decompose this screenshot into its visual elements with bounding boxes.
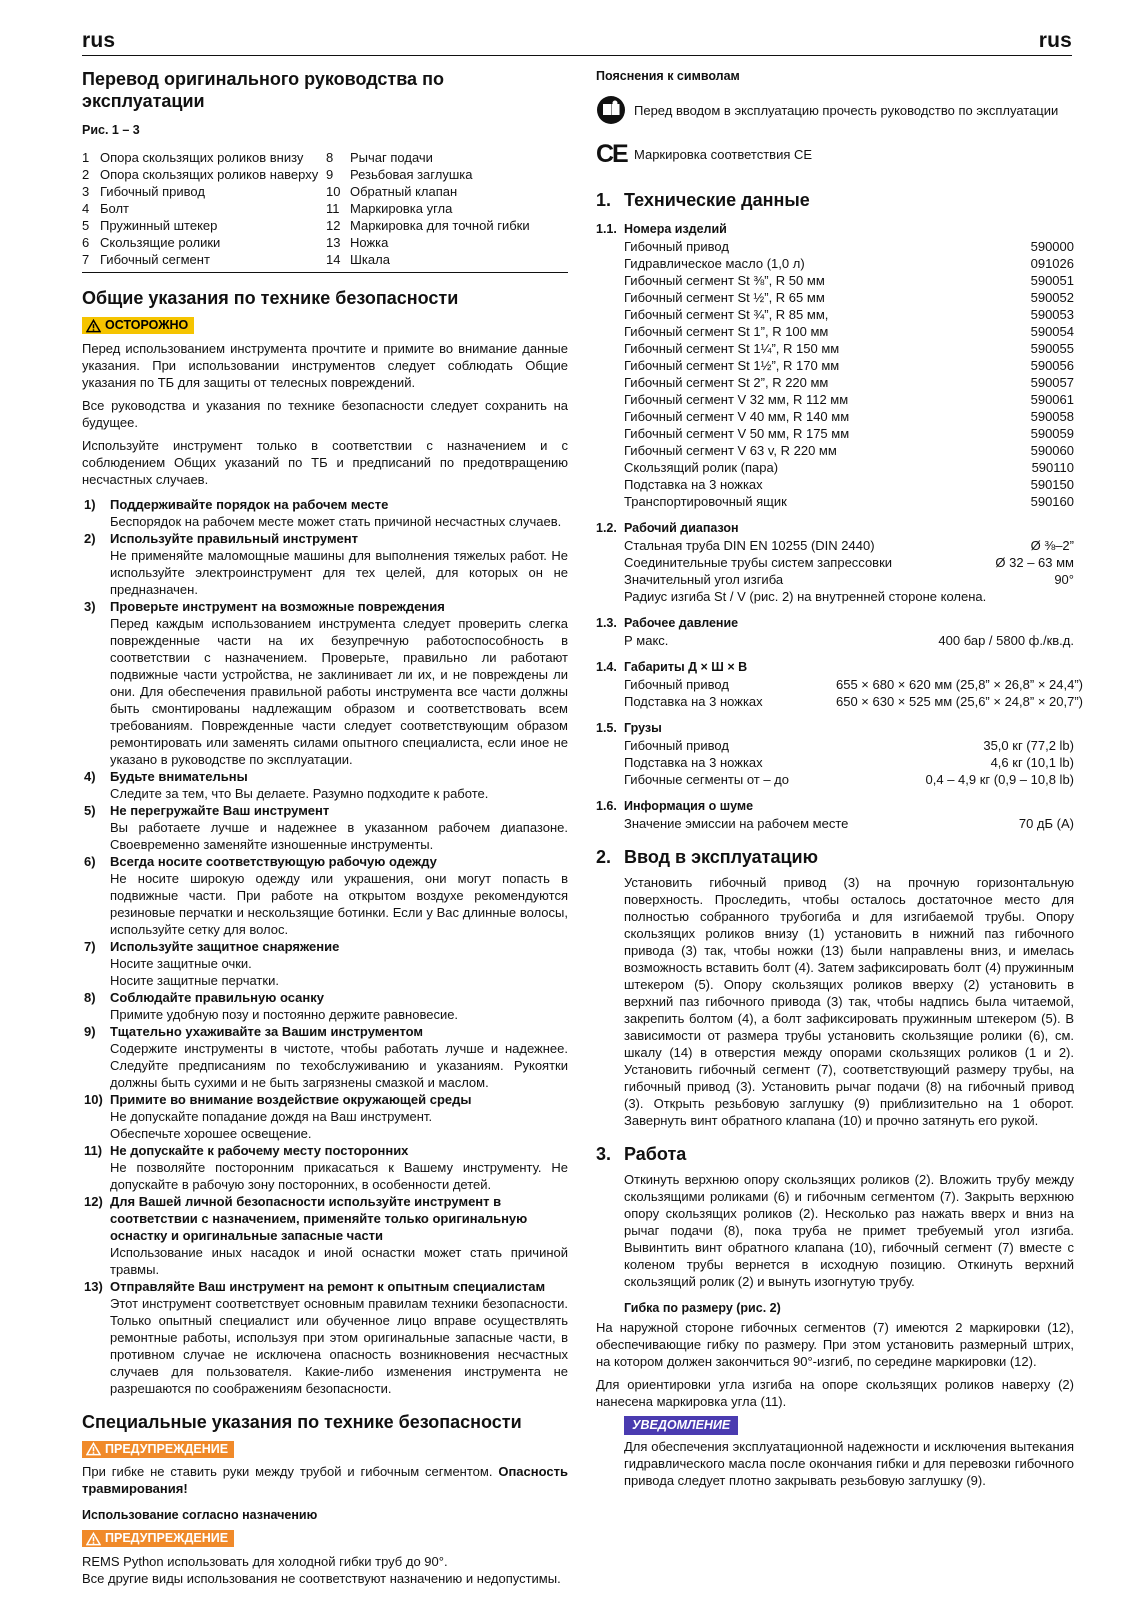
safety-item-content: [110, 989, 568, 1023]
precise-title: Гибка по размеру (рис. 2): [624, 1301, 781, 1315]
article-row: [596, 357, 1074, 374]
safety-item: [82, 496, 568, 530]
legend-text: Резьбовая заглушка: [350, 167, 473, 182]
safety-item-body: Перед каждым использованием инструмента следует проверить слегка поврежденные части на их безупречную работоспособность в соответствии с назначением. Проверьте, правильно ли работают подвижные части устройства, не заклинивает ли их, и не повреждены ли они. Для обеспечения правильной работы инструмента все части должны быть смонтированы надлежащим образом и соответствовать всем требованиям. Поврежденные части следует соответствующим образом ремонтировать или заменять силами опытного специалиста, если иное не указано в руководстве по эксплуатации.: [110, 615, 568, 767]
safety-item-body: Не применяйте маломощные машины для выполнения тяжелых работ. Не используйте электроинструмент для тех целей, для которых он не предназначен.: [110, 547, 568, 597]
article-row: [596, 272, 1074, 289]
noise-value: 70 дБ (A): [1018, 816, 1074, 831]
safety-item-title: Примите во внимание воздействие окружающей среды: [110, 1091, 472, 1107]
right-column: [596, 62, 1083, 1489]
safety-item-content: [110, 530, 568, 598]
legend-num: 4: [82, 201, 90, 216]
safety-item-title: Проверьте инструмент на возможные повреждения: [110, 598, 445, 614]
safety-item: [82, 989, 568, 1023]
subsection-title: Габариты Д × Ш × В: [624, 660, 748, 674]
article-row: [596, 425, 1074, 442]
legend-num: 7: [82, 252, 90, 267]
safety-item: [82, 853, 568, 938]
section-title: Технические данные: [624, 190, 810, 210]
range-list: [596, 537, 1074, 588]
legend-num: 1: [82, 150, 90, 165]
article-row-value: 590059: [1030, 426, 1074, 441]
article-row-value: 590060: [1030, 443, 1074, 458]
legend-num: 3: [82, 184, 90, 199]
subsection-1-5: [596, 720, 1074, 737]
ce-mark-icon: CE: [596, 140, 627, 168]
article-row-value: 590061: [1030, 392, 1074, 407]
legend-text: Маркировка угла: [350, 201, 453, 216]
safety-item-body: Этот инструмент соответствует основным правилам техники безопасности. Только опытный специалист или обученное лицо вправе осуществлять ремонтные работы, используя при этом оригинальные запасные части, в противном случае не исключена опасность возникновения несчастных случаев для пользователя. Какие-либо изменения инструмента не разрешаются по соображениям безопасности.: [110, 1295, 568, 1396]
range-row: [596, 537, 1074, 554]
fig-label: Рис. 1 – 3: [82, 123, 140, 137]
symbol-manual: [596, 95, 1074, 125]
safety-item-content: [110, 768, 568, 802]
safety-item-body: Носите защитные перчатки.: [110, 972, 279, 988]
section-title: Работа: [624, 1144, 687, 1164]
legend-text: Опора скользящих роликов наверху: [100, 167, 319, 182]
section-num: 3.: [596, 1144, 612, 1164]
read-manual-icon: [596, 95, 626, 125]
safety-item-num: 3): [84, 598, 96, 614]
article-row-name: Транспортировочный ящик: [624, 494, 787, 509]
safety-item-body: Беспорядок на рабочем месте может стать причиной несчастных случаев.: [110, 513, 562, 529]
article-row: [596, 255, 1074, 272]
safety-item-content: [110, 1142, 568, 1193]
safety-item: [82, 1142, 568, 1193]
section-2-text: Установить гибочный привод (3) на прочную горизонтальную поверхность. Проследить, чтобы осталось достаточное место для полностью собранного трубогиба и для изгибаемой трубы. Опору скользящих роликов внизу (1) установить в нижний паз гибочного привода (3) так, чтобы ножки (13) были направлены вниз, и имелась возможность вставить болт (4). Затем зафиксировать болт (4) пружинным штекером (5). Опору скользящих роликов вверху (2) установить в верхний паз гибочного привода (3) так, чтобы надпись была читаемой, закрепить болтом (4), а болт зафиксировать пружинным штекером (5). В зависимости от размера трубы установить скользящие ролики (6), см. шкалу (14) в отверстия между опорами скользящих роликов (1 и 2). Установить гибочный сегмент (7), соответствующий размеру трубы, на гибочный привод (3). Установить рычаг подачи (8) на гибочный привод (3). Открыть резьбовую заглушку (9) приблизительно на 1 оборот. Завернуть винт обратного клапана (10) и прочно затянуть его рукой.: [624, 875, 1074, 1128]
weight-row-value: 35,0 кг (77,2 lb): [983, 738, 1074, 753]
legend-num: 13: [326, 235, 341, 250]
safety-item-body: Обеспечьте хорошее освещение.: [110, 1125, 312, 1141]
safety-items: [82, 496, 568, 1397]
subsection-1-4: [596, 659, 1074, 676]
range-note: Радиус изгиба St / V (рис. 2) на внутренней стороне колена.: [624, 589, 987, 604]
safety-item-title: Поддерживайте порядок на рабочем месте: [110, 496, 389, 512]
safety-item-content: [110, 496, 568, 530]
subsection-title: Рабочий диапазон: [624, 521, 739, 535]
article-row-value: 590053: [1030, 307, 1074, 322]
legend-text: Шкала: [350, 252, 390, 267]
article-row: [596, 459, 1074, 476]
safety-item-num: 11): [84, 1142, 103, 1158]
article-row-name: Гибочный привод: [624, 239, 729, 254]
safety-item-num: 5): [84, 802, 96, 818]
legend-num: 10: [326, 184, 341, 199]
safety-item-num: 1): [84, 496, 96, 512]
weight-row: [596, 754, 1074, 771]
legend-num: 6: [82, 235, 90, 250]
article-row-name: Гибочный сегмент V 32 мм, R 112 мм: [624, 392, 849, 407]
safety-item: [82, 768, 568, 802]
warning-label-2: [82, 1530, 234, 1547]
safety-item-num: 4): [84, 768, 96, 784]
dims-row-name: Гибочный привод: [624, 677, 729, 692]
legend-num: 9: [326, 167, 334, 182]
usage-p1: REMS Python использовать для холодной гибки труб до 90°.: [82, 1553, 448, 1569]
safety-item-content: [110, 598, 568, 768]
article-row-value: 590052: [1030, 290, 1074, 305]
article-row-value: 590000: [1030, 239, 1074, 254]
article-row-name: Гидравлическое масло (1,0 л): [624, 256, 805, 271]
notice-text: Для обеспечения эксплуатационной надежности и исключения вытекания гидравлического масла после окончания гибки и для перевозки гибочного привода следует плотно закрывать резьбовую заглушку (9).: [624, 1439, 1074, 1488]
article-row-value: 590054: [1030, 324, 1074, 339]
usage-p2: Все другие виды использования не соответствуют назначению и недопустимы.: [82, 1570, 561, 1586]
article-row: [596, 493, 1074, 510]
subsection-1-6: [596, 798, 1074, 815]
warning-icon: [86, 319, 101, 333]
article-row-name: Гибочный сегмент St ⅜”, R 50 мм: [624, 273, 825, 288]
subsection-title: Рабочее давление: [624, 616, 739, 630]
article-row: [596, 374, 1074, 391]
safety-item: [82, 938, 568, 989]
article-row-name: Гибочный сегмент St ¾”, R 85 мм,: [624, 307, 829, 322]
subsection-num: 1.4.: [596, 660, 617, 674]
subsection-num: 1.3.: [596, 616, 617, 630]
article-row-name: Скользящий ролик (пара): [624, 460, 779, 475]
legend-text: Пружинный штекер: [100, 218, 218, 233]
warning-icon: [86, 1532, 101, 1546]
safety-item-num: 8): [84, 989, 96, 1005]
range-row-value: Ø ⅜–2”: [1030, 538, 1074, 553]
article-row-name: Гибочный сегмент V 50 мм, R 175 мм: [624, 426, 850, 441]
safety-item-content: [110, 1091, 568, 1142]
subsection-num: 1.1.: [596, 222, 617, 236]
symbol-manual-text: Перед вводом в эксплуатацию прочесть руководство по эксплуатации: [634, 102, 1059, 118]
article-row-name: Гибочный сегмент St 1¼”, R 150 мм: [624, 341, 840, 356]
special-safety-title: Специальные указания по технике безопасности: [82, 1411, 522, 1432]
precise-p1: На наружной стороне гибочных сегментов (7) имеются 2 маркировки (12), обеспечивающие гибку по размеру. При этом установить размерный штрих, на котором должен закончиться 90°-изгиб, по середине маркировки (12).: [596, 1320, 1074, 1369]
article-list: [596, 238, 1074, 510]
article-row: [596, 238, 1074, 255]
legend-text: Маркировка для точной гибки: [350, 218, 530, 233]
legend-text: Гибочный привод: [100, 184, 205, 199]
general-p3: Используйте инструмент только в соответствии с назначением и с соблюдением Общих указаний по ТБ и предписаний по предотвращению несчастных случаев.: [82, 437, 568, 487]
legend-text: Рычаг подачи: [350, 150, 433, 165]
safety-item-content: [110, 1023, 568, 1091]
safety-item-title: Используйте правильный инструмент: [110, 530, 359, 546]
safety-item-body: Не допускайте попадание дождя на Ваш инструмент.: [110, 1108, 433, 1124]
safety-item-content: [110, 938, 568, 989]
section-1-title: [596, 189, 1074, 211]
warning-text-2: ПРЕДУПРЕЖДЕНИЕ: [105, 1531, 229, 1545]
usage-title: Использование согласно назначению: [82, 1508, 318, 1522]
article-row: [596, 340, 1074, 357]
dims-row-value: 650 × 630 × 525 мм (25,6” × 24,8” × 20,7”): [836, 694, 1083, 709]
subsection-num: 1.5.: [596, 721, 617, 735]
special-text-main: При гибке не ставить руки между трубой и гибочным сегментом.: [82, 1464, 493, 1479]
safety-item: [82, 1091, 568, 1142]
warning-icon: [86, 1442, 101, 1456]
dims-row-name: Подставка на 3 ножках: [624, 694, 763, 709]
safety-item-num: 13): [84, 1278, 103, 1294]
safety-item-body: Содержите инструменты в чистоте, чтобы работать лучше и надежнее. Следуйте предписаниям по техобслуживанию и указаниям. Рукоятки должны быть сухими и не быть загрязнены смазкой и маслом.: [110, 1040, 568, 1090]
article-row: [596, 306, 1074, 323]
safety-item-title: Не допускайте к рабочему месту посторонних: [110, 1142, 409, 1158]
range-row-value: 90°: [1054, 572, 1074, 587]
legend-num: 5: [82, 218, 90, 233]
safety-item-title: Тщательно ухаживайте за Вашим инструментом: [110, 1023, 424, 1039]
caution-label: [82, 317, 194, 334]
safety-item-title: Для Вашей личной безопасности используйте инструмент в соответствии с назначением, применяйте только оригинальную оснастку и оригинальные запасные части: [110, 1193, 528, 1243]
range-row-value: Ø 32 – 63 мм: [995, 555, 1074, 570]
safety-item-num: 7): [84, 938, 96, 954]
safety-item-title: Не перегружайте Ваш инструмент: [110, 802, 330, 818]
header-lang-right: rus: [1038, 29, 1072, 52]
legend-text: Болт: [100, 201, 130, 216]
article-row-value: 590051: [1030, 273, 1074, 288]
warning-label: [82, 1441, 234, 1458]
article-row: [596, 476, 1074, 493]
subsection-title: Номера изделий: [624, 222, 727, 236]
precise-p2: Для ориентировки угла изгиба на опоре скользящих роликов наверху (2) нанесена маркировка угла (11).: [596, 1377, 1074, 1409]
safety-item-body: Вы работаете лучше и надежнее в указанном рабочем диапазоне. Своевременно заменяйте изношенные инструменты.: [110, 819, 568, 852]
dims-row: [596, 693, 1083, 710]
warning-text: ПРЕДУПРЕЖДЕНИЕ: [105, 1441, 229, 1456]
legend-text: Гибочный сегмент: [100, 252, 210, 267]
section-3-title: [596, 1143, 1074, 1165]
safety-item-num: 9): [84, 1023, 96, 1039]
article-row-value: 091026: [1030, 256, 1074, 271]
legend-num: 11: [326, 201, 340, 216]
subsection-1-3: [596, 615, 1074, 632]
safety-item-title: Отправляйте Ваш инструмент на ремонт к опытным специалистам: [110, 1278, 546, 1294]
section-2-title: [596, 846, 1074, 868]
article-row-value: 590057: [1030, 375, 1074, 390]
safety-item-num: 12): [84, 1193, 103, 1209]
weights-list: [596, 737, 1074, 788]
range-row-name: Стальная труба DIN EN 10255 (DIN 2440): [624, 538, 875, 553]
section-num: 2.: [596, 847, 612, 867]
weight-row-name: Гибочные сегменты от – до: [624, 772, 789, 787]
pressure-value: 400 бар / 5800 ф./кв.д.: [938, 633, 1074, 648]
article-row-name: Гибочный сегмент St 1½”, R 170 мм: [624, 358, 840, 373]
article-row-name: Гибочный сегмент St ½”, R 65 мм: [624, 290, 825, 305]
section-3-text: Откинуть верхнюю опору скользящих роликов (2). Вложить трубу между скользящими роликами (6) и гибочным сегментом (7). Закрыть верхнюю опору скользящих роликов (2). Несколько раз нажать вверх и вниз на рычаг подачи (8), пока труба не примет требуемый угол изгиба. Вывинтить винт обратного клапана (10), гибочный сегмент (7) вместе с коленом трубы вернется в исходную позицию. Откинуть верхний скользящий ролик (2) и вынуть изогнутую трубу.: [624, 1172, 1074, 1289]
section-num: 1.: [596, 190, 612, 210]
weight-row-value: 4,6 кг (10,1 lb): [990, 755, 1074, 770]
pressure-name: Р макс.: [624, 633, 669, 648]
article-row-name: Гибочный сегмент St 1”, R 100 мм: [624, 324, 829, 339]
noise-row: [596, 815, 1074, 832]
article-row-name: Гибочный сегмент V 63 v, R 220 мм: [624, 443, 837, 458]
legend-num: 12: [326, 218, 341, 233]
legend-num: 8: [326, 150, 334, 165]
general-safety-title: Общие указания по технике безопасности: [82, 288, 459, 308]
subsection-title: Грузы: [624, 721, 662, 735]
legend-num: 14: [326, 252, 341, 267]
legend-text: Опора скользящих роликов внизу: [100, 150, 304, 165]
dims-row: [596, 676, 1083, 693]
doc-title: Перевод оригинального руководства по эксплуатации: [82, 69, 444, 111]
safety-item: [82, 1023, 568, 1091]
subsection-num: 1.2.: [596, 521, 617, 535]
safety-item-content: [110, 802, 568, 853]
article-row: [596, 391, 1074, 408]
subsection-title: Информация о шуме: [624, 799, 754, 813]
subsection-1-2: [596, 520, 1074, 537]
dims-row-value: 655 × 680 × 620 мм (25,8” × 26,8” × 24,4”): [836, 677, 1083, 692]
safety-item-body: Не позволяйте посторонним прикасаться к Вашему инструменту. Не допускайте в рабочую зону посторонних, в особенности детей.: [110, 1159, 568, 1192]
article-row-name: Гибочный сегмент V 40 мм, R 140 мм: [624, 409, 850, 424]
page-header: [82, 30, 1072, 56]
weight-row: [596, 737, 1074, 754]
safety-item-num: 2): [84, 530, 96, 546]
article-row: [596, 289, 1074, 306]
safety-item: [82, 1193, 568, 1278]
safety-item-title: Используйте защитное снаряжение: [110, 938, 340, 954]
subsection-1-1: [596, 221, 1074, 238]
safety-item-title: Будьте внимательны: [110, 768, 248, 784]
article-row-value: 590150: [1030, 477, 1074, 492]
article-row-value: 590058: [1030, 409, 1074, 424]
safety-item: [82, 598, 568, 768]
subsection-num: 1.6.: [596, 799, 617, 813]
special-text: [82, 1463, 568, 1497]
article-row: [596, 442, 1074, 459]
article-row-value: 590056: [1030, 358, 1074, 373]
range-row: [596, 571, 1074, 588]
dims-list: [596, 676, 1083, 710]
safety-item-num: 10): [84, 1091, 103, 1107]
caution-text: ОСТОРОЖНО: [105, 318, 189, 332]
safety-item-body: Носите защитные очки.: [110, 955, 252, 971]
noise-name: Значение эмиссии на рабочем месте: [624, 816, 849, 831]
article-row: [596, 408, 1074, 425]
weight-row-value: 0,4 – 4,9 кг (0,9 – 10,8 lb): [925, 772, 1074, 787]
symbols-title: Пояснения к символам: [596, 69, 740, 83]
left-column: [82, 62, 568, 1587]
article-row-value: 590160: [1030, 494, 1074, 509]
safety-item-body: Следите за тем, что Вы делаете. Разумно подходите к работе.: [110, 785, 489, 801]
safety-item-content: [110, 1278, 568, 1397]
weight-row: [596, 771, 1074, 788]
article-row-value: 590110: [1031, 460, 1074, 475]
safety-item-body: Примите удобную позу и постоянно держите равновесие.: [110, 1006, 459, 1022]
notice-label: УВЕДОМЛЕНИЕ: [624, 1416, 738, 1435]
article-row-name: Подставка на 3 ножках: [624, 477, 763, 492]
range-row: [596, 554, 1074, 571]
safety-item-title: Всегда носите соответствующую рабочую одежду: [110, 853, 437, 869]
safety-item-body: Использование иных насадок и иной оснастки может стать причиной травмы.: [110, 1244, 568, 1277]
range-row-name: Значительный угол изгиба: [624, 572, 784, 587]
legend-text: Обратный клапан: [350, 184, 458, 199]
general-p1: Перед использованием инструмента прочтите и примите во внимание данные указания. При использовании инструментов следует соблюдать Общие указания по ТБ для защиты от телесных повреждений.: [82, 340, 568, 390]
section-title: Ввод в эксплуатацию: [624, 847, 818, 867]
article-row: [596, 323, 1074, 340]
safety-item: [82, 802, 568, 853]
article-row-value: 590055: [1030, 341, 1074, 356]
safety-item-num: 6): [84, 853, 96, 869]
symbol-ce: [596, 139, 1074, 169]
special-text-bold: Опасность травмирования!: [82, 1464, 568, 1496]
article-row-name: Гибочный сегмент St 2”, R 220 мм: [624, 375, 829, 390]
safety-item: [82, 530, 568, 598]
legend-text: Ножка: [350, 235, 389, 250]
safety-item-content: [110, 1193, 568, 1278]
legend-num: 2: [82, 167, 90, 182]
safety-item: [82, 1278, 568, 1397]
general-p2: Все руководства и указания по технике безопасности следует сохранить на будущее.: [82, 397, 568, 430]
range-row-name: Соединительные трубы систем запрессовки: [624, 555, 893, 570]
weight-row-name: Подставка на 3 ножках: [624, 755, 763, 770]
header-lang-left: rus: [82, 29, 116, 52]
safety-item-title: Соблюдайте правильную осанку: [110, 989, 324, 1005]
safety-item-body: Не носите широкую одежду или украшения, они могут попасть в подвижные части. При работе на открытом воздухе рекомендуются резиновые перчатки и нескользящие ботинки. Если у Вас длинные волосы, используйте сетку для волос.: [110, 870, 568, 937]
figure-legend: [82, 149, 568, 273]
symbol-ce-text: Маркировка соответствия CE: [634, 146, 813, 162]
safety-item-content: [110, 853, 568, 938]
pressure-row: [596, 632, 1074, 649]
legend-text: Скользящие ролики: [100, 235, 221, 250]
weight-row-name: Гибочный привод: [624, 738, 729, 753]
